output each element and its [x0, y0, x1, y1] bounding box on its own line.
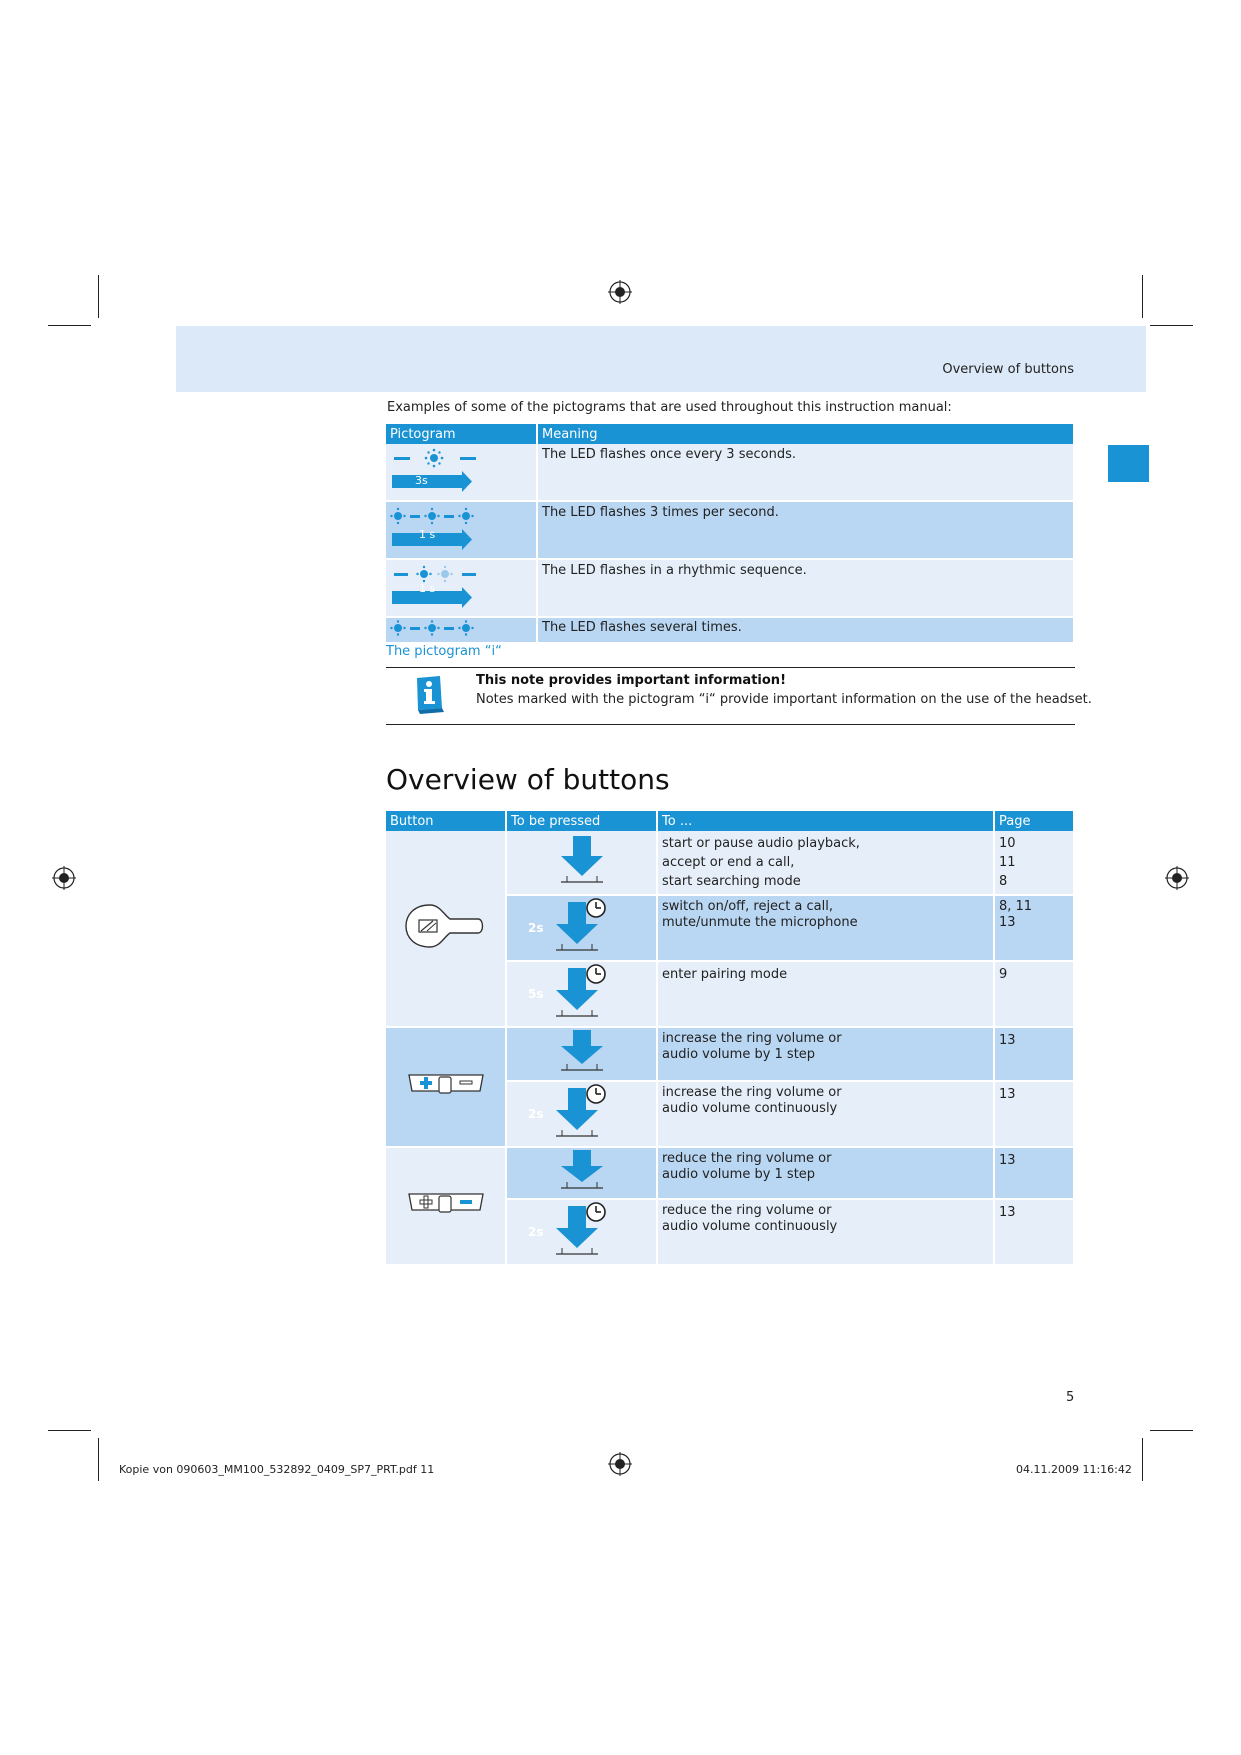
- page-cell: [994, 1081, 1074, 1147]
- crop-mark: [1150, 1430, 1193, 1431]
- table-row: [386, 831, 1074, 895]
- short-press-icon: [557, 1148, 607, 1192]
- action-line: start or pause audio playback,: [662, 836, 860, 851]
- press-duration-label: 2s: [528, 1225, 544, 1239]
- press-duration-label: 2s: [528, 1107, 544, 1121]
- meaning-cell: The LED flashes in a rhythmic sequence.: [537, 559, 1074, 617]
- time-label: 1 s: [419, 528, 436, 541]
- long-press-icon: [554, 1200, 610, 1258]
- info-note-title: This note provides important information!: [476, 673, 786, 688]
- page-ref: 13: [999, 1153, 1016, 1168]
- info-note-text: Notes marked with the pictogram “i“ provide important information on the use of the headset.: [476, 692, 1092, 707]
- meaning-cell: The LED flashes once every 3 seconds.: [537, 444, 1074, 501]
- crop-mark: [48, 1430, 91, 1431]
- meaning-cell: The LED flashes several times.: [537, 617, 1074, 643]
- header-band: [176, 326, 1146, 392]
- press-duration-label: 2s: [528, 921, 544, 935]
- page-cell: [994, 1199, 1074, 1265]
- crop-mark: [1150, 325, 1193, 326]
- page-ref: 8: [999, 874, 1008, 889]
- table-header: To be pressed: [506, 811, 657, 831]
- action-cell: [657, 1027, 994, 1081]
- action-cell: [657, 895, 994, 961]
- press-cell: [506, 961, 657, 1027]
- button-cell: [386, 1147, 506, 1265]
- table-header: Button: [386, 811, 506, 831]
- crop-mark: [1142, 275, 1143, 318]
- action-cell: [657, 1081, 994, 1147]
- page-ref: 13: [999, 1087, 1016, 1102]
- page-cell: [994, 961, 1074, 1027]
- intro-text: Examples of some of the pictograms that are used throughout this instruction manual:: [387, 400, 952, 415]
- long-press-icon: [554, 896, 610, 954]
- registration-mark-icon: [1165, 866, 1189, 890]
- short-press-icon: [557, 834, 607, 886]
- action-line: increase the ring volume or: [662, 1085, 842, 1100]
- page-ref: 13: [999, 1205, 1016, 1220]
- press-cell: [506, 1027, 657, 1081]
- page-ref: 11: [999, 855, 1016, 870]
- action-line: start searching mode: [662, 874, 801, 889]
- action-cell: [657, 961, 994, 1027]
- pictogram-cell: [386, 617, 537, 643]
- pictogram-cell: [386, 559, 537, 617]
- action-line: enter pairing mode: [662, 967, 788, 982]
- led-rhythmic-flash-icon: [390, 563, 530, 609]
- page-cell: [994, 831, 1074, 895]
- pictogram-cell: [386, 501, 537, 559]
- volume-down-button-icon: [406, 1190, 486, 1216]
- page-ref: 8, 11: [999, 899, 1033, 914]
- table-header: Page: [994, 811, 1074, 831]
- section-title: Overview of buttons: [942, 362, 1074, 377]
- chapter-tab: [1108, 445, 1149, 482]
- page-number: 5: [1066, 1390, 1075, 1405]
- table-row: [386, 501, 1074, 559]
- table-row: [386, 617, 1074, 643]
- action-cell: [657, 1199, 994, 1265]
- table-row: [386, 444, 1074, 501]
- short-press-icon: [557, 1028, 607, 1074]
- press-cell: [506, 1081, 657, 1147]
- press-duration-label: 5s: [528, 987, 544, 1001]
- divider: [386, 667, 1075, 668]
- footer-filename: Kopie von 090603_MM100_532892_0409_SP7_PRT.pdf 11: [119, 1463, 435, 1476]
- crop-mark: [98, 275, 99, 318]
- page-ref: 13: [999, 1033, 1016, 1048]
- table-header: Pictogram: [386, 424, 537, 444]
- pictogram-cell: [386, 444, 537, 501]
- button-cell: [386, 831, 506, 1027]
- divider: [386, 724, 1075, 725]
- led-several-flash-icon: [390, 620, 530, 636]
- action-line: switch on/off, reject a call,: [662, 899, 833, 914]
- action-line: audio volume continuously: [662, 1101, 838, 1116]
- crop-mark: [98, 1438, 99, 1481]
- page-ref: 9: [999, 967, 1008, 982]
- table-row: [386, 1147, 1074, 1199]
- table-header: To ...: [657, 811, 994, 831]
- table-row: [386, 559, 1074, 617]
- action-line: increase the ring volume or: [662, 1031, 842, 1046]
- long-press-icon: [554, 962, 610, 1020]
- press-cell: [506, 1199, 657, 1265]
- press-cell: [506, 831, 657, 895]
- press-cell: [506, 895, 657, 961]
- led-slow-flash-icon: [390, 447, 530, 493]
- time-label: 1 s: [419, 582, 436, 595]
- registration-mark-icon: [608, 280, 632, 304]
- crop-mark: [48, 325, 91, 326]
- volume-up-button-icon: [406, 1071, 486, 1097]
- pictogram-table: [386, 424, 1075, 644]
- action-line: audio volume by 1 step: [662, 1167, 816, 1182]
- registration-mark-icon: [608, 1452, 632, 1476]
- registration-mark-icon: [52, 866, 76, 890]
- page-ref: 10: [999, 836, 1016, 851]
- page-cell: [994, 895, 1074, 961]
- action-cell: [657, 831, 994, 895]
- buttons-table: [386, 811, 1075, 1266]
- multifunction-button-icon: [404, 901, 488, 951]
- button-cell: [386, 1027, 506, 1147]
- page-cell: [994, 1027, 1074, 1081]
- page-cell: [994, 1147, 1074, 1199]
- long-press-icon: [554, 1082, 610, 1140]
- table-row: [386, 1027, 1074, 1081]
- footer-timestamp: 04.11.2009 11:16:42: [1016, 1463, 1132, 1476]
- info-icon: [414, 675, 446, 715]
- meaning-cell: The LED flashes 3 times per second.: [537, 501, 1074, 559]
- section-heading: Overview of buttons: [386, 763, 670, 796]
- press-cell: [506, 1147, 657, 1199]
- table-header: Meaning: [537, 424, 1074, 444]
- action-cell: [657, 1147, 994, 1199]
- page-ref: 13: [999, 915, 1016, 930]
- time-label: 3s: [415, 474, 428, 487]
- action-line: reduce the ring volume or: [662, 1151, 832, 1166]
- crop-mark: [1142, 1438, 1143, 1481]
- action-line: mute/unmute the microphone: [662, 915, 858, 930]
- action-line: reduce the ring volume or: [662, 1203, 832, 1218]
- info-pictogram-title: The pictogram “i“: [386, 644, 502, 659]
- action-line: audio volume continuously: [662, 1219, 838, 1234]
- action-line: accept or end a call,: [662, 855, 795, 870]
- action-line: audio volume by 1 step: [662, 1047, 816, 1062]
- led-fast-flash-icon: [390, 505, 530, 551]
